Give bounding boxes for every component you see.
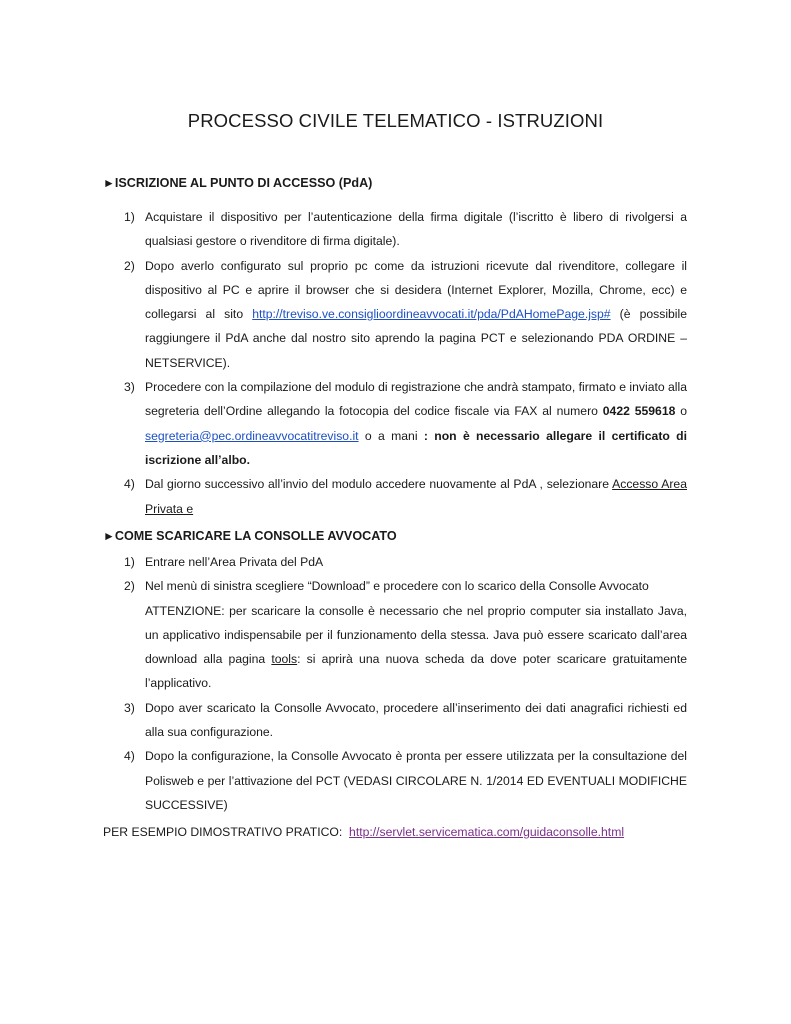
- bold-note: : non è necessario allegare il certificato di iscrizione all’albo.: [145, 428, 687, 467]
- triangle-arrow-icon: ►: [103, 176, 115, 190]
- accesso-area-privata-text: Accesso Area Privata e: [145, 477, 687, 516]
- item-number: 1): [124, 210, 135, 224]
- item-text: Procedere con la compilazione del modulo di registrazione che andrà stampato, firmato e inviato alla segreteria dell’Ordine allegando la fotocopia del codice fiscale via FAX al numero: [145, 380, 687, 419]
- item-text: o: [675, 404, 688, 419]
- item-text: Nel menù di sinistra scegliere “Download” e procedere con lo scarico della Consolle Avvocato: [145, 579, 649, 594]
- item-text: Dal giorno successivo all’invio del modulo accedere nuovamente al PdA , selezionare: [145, 477, 613, 492]
- pda-homepage-link[interactable]: http://treviso.ve.consiglioordineavvocati.it/pda/PdAHomePage.jsp#: [252, 307, 611, 322]
- tools-link[interactable]: tools: [271, 652, 298, 667]
- section-heading-text: ISCRIZIONE AL PUNTO DI ACCESSO (PdA): [114, 176, 373, 190]
- item-text: Dopo la configurazione, la Consolle Avvocato è pronta per essere utilizzata per la consultazione del Polisweb e per l’attivazione del PCT (VEDASI CIRCOLARE N. 1/2014 ED EVENTUALI MODIFICHE SUCCESSIVE): [145, 749, 687, 812]
- guida-consolle-link[interactable]: http://servlet.servicematica.com/guidaconsolle.html: [349, 825, 625, 839]
- list-item: [103, 574, 687, 695]
- section-heading-iscrizione: [103, 176, 372, 190]
- segreteria-email-link[interactable]: segreteria@pec.ordineavvocatitreviso.it: [145, 428, 359, 443]
- footer-line: [103, 820, 624, 844]
- list-item: [103, 696, 687, 745]
- list-item: [103, 472, 687, 521]
- item-number: 2): [124, 258, 135, 273]
- page-title: PROCESSO CIVILE TELEMATICO - ISTRUZIONI: [187, 110, 604, 131]
- section1-list: [103, 205, 687, 521]
- item-text: Entrare nell’Area Privata del PdA: [145, 555, 324, 569]
- list-item: [103, 205, 687, 254]
- item-number: 4): [124, 477, 135, 492]
- list-item: [103, 254, 687, 375]
- item-number: 2): [124, 579, 135, 594]
- item-number: 3): [124, 380, 135, 395]
- list-item: [103, 744, 687, 817]
- item-number: 3): [124, 700, 135, 715]
- item-text: Dopo averlo configurato sul proprio pc come da istruzioni ricevute dal rivenditore, collegare il dispositivo al PC e aprire il browser che si desidera (Internet Explorer, Mozilla, Chrome, ecc) e collegarsi al sito: [145, 258, 687, 322]
- attention-note: : si aprirà una nuova scheda da dove poter scaricare gratuitamente l’applicativo.: [145, 652, 687, 691]
- item-text: o a mani: [358, 428, 424, 443]
- item-text: Dopo aver scaricato la Consolle Avvocato, procedere all’inserimento dei dati anagrafici richiesti ed alla sua configurazione.: [145, 700, 687, 740]
- triangle-arrow-icon: ►: [103, 529, 115, 543]
- list-item: [103, 550, 687, 574]
- attention-note: ATTENZIONE: per scaricare la consolle è necessario che nel proprio computer sia installato Java, un applicativo indispensabile per il funzionamento della stessa. Java può essere scaricato dall’area download alla pagina: [145, 603, 687, 667]
- section-heading-consolle: [103, 529, 397, 543]
- section-heading-text: COME SCARICARE LA CONSOLLE AVVOCATO: [114, 529, 397, 543]
- fax-number: 0422 559618: [602, 404, 676, 419]
- section2-list: [103, 550, 687, 817]
- list-item: [103, 375, 687, 472]
- footer-label: PER ESEMPIO DIMOSTRATIVO PRATICO:: [103, 825, 343, 839]
- item-text: (è possibile raggiungere il PdA anche dal nostro sito aprendo la pagina PCT e selezionando PDA ORDINE – NETSERVICE).: [145, 307, 687, 370]
- item-text: Acquistare il dispositivo per l’autenticazione della firma digitale (l’iscritto è libero di rivolgersi a qualsiasi gestore o rivenditore di firma digitale).: [145, 210, 687, 249]
- item-number: 4): [124, 749, 135, 764]
- item-number: 1): [124, 555, 135, 569]
